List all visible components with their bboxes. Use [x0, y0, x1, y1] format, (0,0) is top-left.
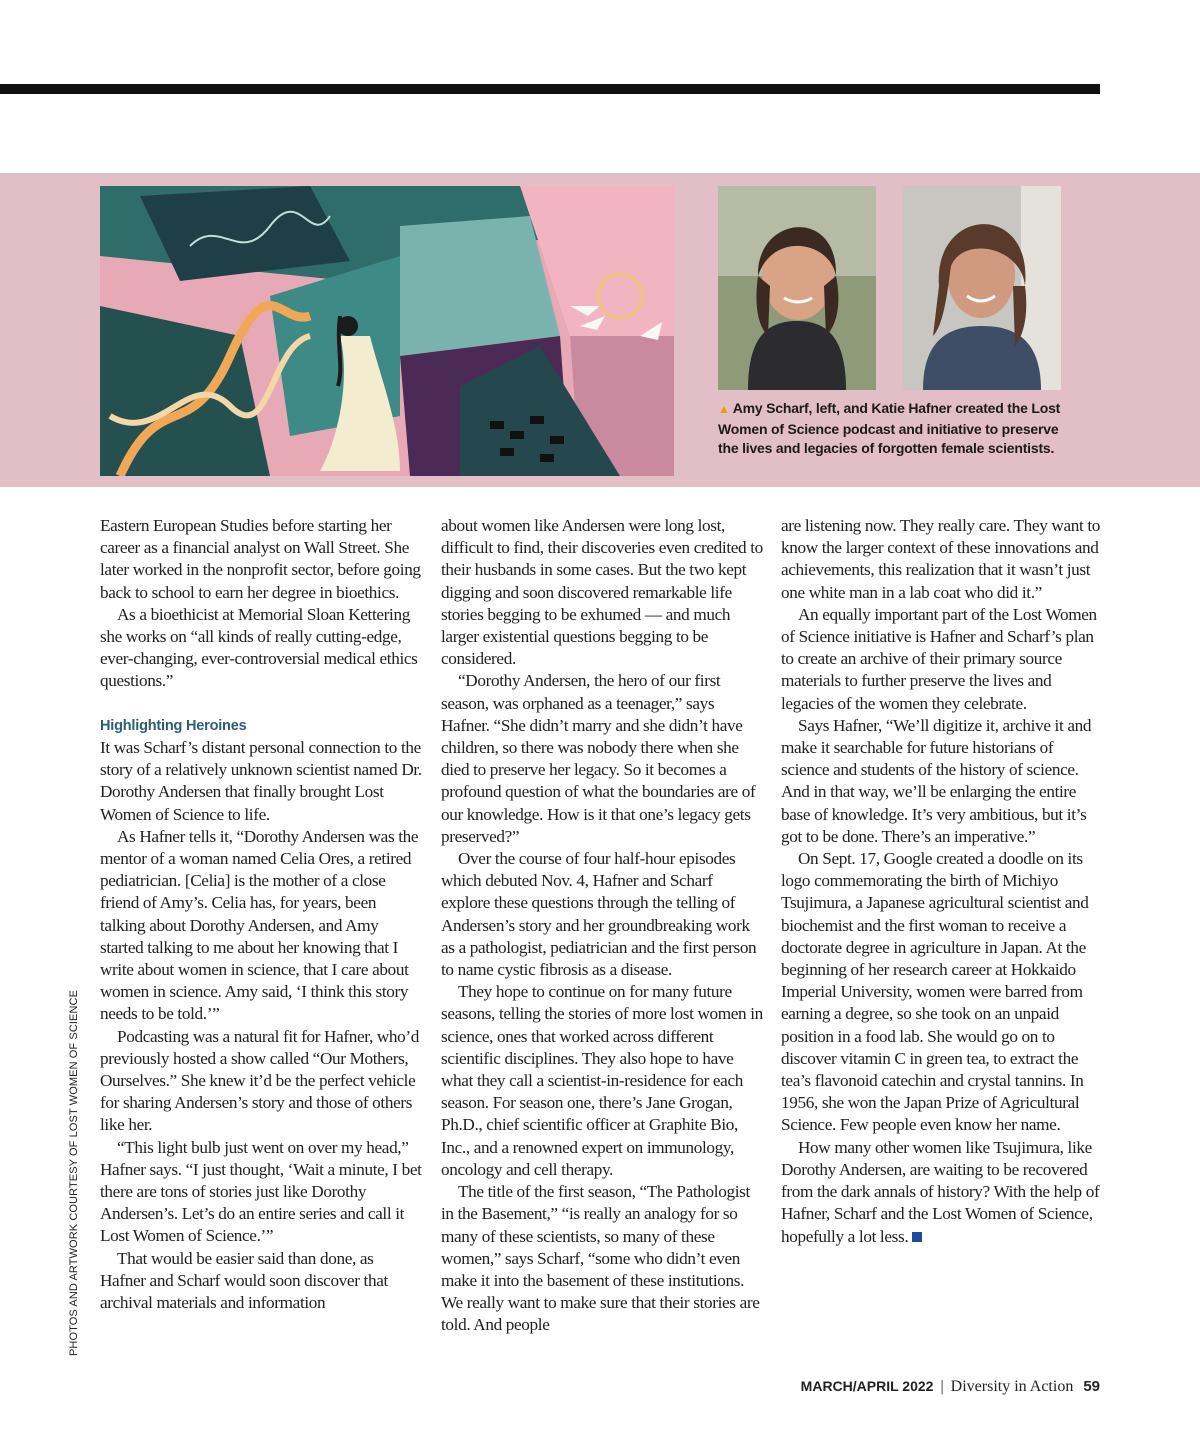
photo-katie-hafner	[903, 186, 1061, 390]
paragraph: An equally important part of the Lost Women of Science initiative is Hafner and Scharf’s plan to create an archive of their primary source materials to further preserve the lives and legacies of the women they celebrate.	[781, 604, 1097, 713]
paragraph: As Hafner tells it, “Dorothy Andersen was the mentor of a woman named Celia Ores, a retired pediatrician. [Celia] is the mother of a close friend of Amy’s. Celia has, for years, been talking about Dorothy Andersen, and Amy started talking to me about her knowing that I write about women in science, that I care about women in science. Amy said, ‘I think this story needs to be told.’”	[100, 826, 419, 1024]
paragraph: Eastern European Studies before starting her career as a financial analyst on Wall Street. She later worked in the nonprofit sector, before going back to school to earn her degree in bioethics.	[100, 516, 421, 602]
photo-amy-scharf	[718, 186, 876, 390]
paragraph: “Dorothy Andersen, the hero of our first season, was orphaned as a teenager,” says Hafner. “She didn’t marry and she didn’t have children, so there was nobody there when she died to preserve her legacy. So it becomes a profound question of what the boundaries are of our knowledge. How is it that one’s legacy gets preserved?”	[441, 671, 756, 846]
paragraph: about women like Andersen were long lost, difficult to find, their discoveries even credited to their husbands in some cases. But the two kept digging and soon discovered remarkable life stories begging to be exhumed — and much larger existential questions begging to be considered.	[441, 516, 763, 669]
column-2	[441, 515, 763, 1337]
paragraph: They hope to continue on for many future seasons, telling the stories of more lost women in science, ones that worked across different scientific disciplines. They also hope to have what they call a scientist-in-residence for each season. For season one, there’s Jane Grogan, Ph.D., chief scientific officer at Graphite Bio, Inc., and a renowned expert on immunology, oncology and cell therapy.	[441, 982, 763, 1179]
issue-date: MARCH/APRIL 2022	[800, 1378, 934, 1394]
paragraph: Over the course of four half-hour episodes which debuted Nov. 4, Hafner and Scharf explore these questions through the telling of Andersen’s story and her groundbreaking work as a pathologist, pediatrician and the first person to name cystic fibrosis as a disease.	[441, 849, 757, 980]
paragraph: It was Scharf’s distant personal connection to the story of a relatively unknown scientist named Dr. Dorothy Andersen that finally brought Lost Women of Science to life.	[100, 738, 422, 824]
paragraph: Podcasting was a natural fit for Hafner, who’d previously hosted a show called “Our Mothers, Ourselves.” She knew it’d be the perfect vehicle for sharing Andersen’s story and those of others like her.	[100, 1026, 420, 1135]
top-rule	[0, 84, 1100, 94]
photo-caption	[718, 399, 1063, 459]
paragraph: Says Hafner, “We’ll digitize it, archive it and make it searchable for future historians of science and students of the history of science. And in that way, we’ll be enlarging the entire base of knowledge. It’s very ambitious, but it’s got to be done. There’s an imperative.”	[781, 715, 1092, 846]
photo-credit: PHOTOS AND ARTWORK COURTESY OF LOST WOMEN OF SCIENCE	[68, 989, 80, 1356]
paragraph-final	[781, 1137, 1103, 1248]
page-number: 59	[1083, 1378, 1100, 1395]
paragraph: The title of the first season, “The Pathologist in the Basement,” “is really an analogy for so many of these scientists, so many of these women,” says Scharf, “some who didn’t even make it into the basement of these institutions. We really want to make sure that their stories are told. And people	[441, 1182, 760, 1335]
column-1	[100, 515, 422, 1314]
paragraph: As a bioethicist at Memorial Sloan Kettering she works on “all kinds of really cutting-edge, ever-changing, ever-controversial medical ethics questions.”	[100, 604, 418, 691]
triangle-icon: ▲	[718, 402, 730, 416]
illustration	[100, 186, 674, 476]
paragraph: On Sept. 17, Google created a doodle on its logo commemorating the birth of Michiyo Tsujimura, a Japanese agricultural scientist and biochemist and the first woman to receive a doctorate degree in agriculture in Japan. At the beginning of her research career at Hokkaido Imperial University, women were barred from earning a degree, so she took on an unpaid position in a food lab. She would go on to discover vitamin C in green tea, to extract the tea’s flavonoid catechin and crystal tannins. In 1956, she won the Japan Prize of Agricultural Science. Few people even know her name.	[781, 849, 1089, 1135]
paragraph: “This light bulb just went on over my head,” Hafner says. “I just thought, ‘Wait a minute, I bet there are tons of stories just like Dorothy Andersen’s. Let’s do an entire series and call it Lost Women of Science.’”	[100, 1137, 422, 1246]
publication-name: Diversity in Action	[950, 1378, 1074, 1395]
column-3	[781, 515, 1103, 1248]
paragraph-final-text: How many other women like Tsujimura, like Dorothy Andersen, are waiting to be recovered from the dark annals of history? With the help of Hafner, Scharf and the Lost Women of Science, hopefully a lot less.	[781, 1137, 1100, 1246]
folio-separator: |	[940, 1378, 944, 1395]
paragraph: are listening now. They really care. They want to know the larger context of these innovations and achievements, this realization that it wasn’t just one white man in a lab coat who did it.”	[781, 516, 1101, 602]
section-heading: Highlighting Heroines	[100, 717, 247, 734]
caption-text: Amy Scharf, left, and Katie Hafner created the Lost Women of Science podcast and initiative to preserve the lives and legacies of forgotten female scientists.	[718, 400, 1061, 456]
end-mark-icon	[912, 1232, 922, 1242]
paragraph: That would be easier said than done, as Hafner and Scharf would soon discover that archival materials and information	[100, 1248, 388, 1313]
page-folio	[801, 1378, 1100, 1396]
section-gap	[100, 693, 422, 715]
